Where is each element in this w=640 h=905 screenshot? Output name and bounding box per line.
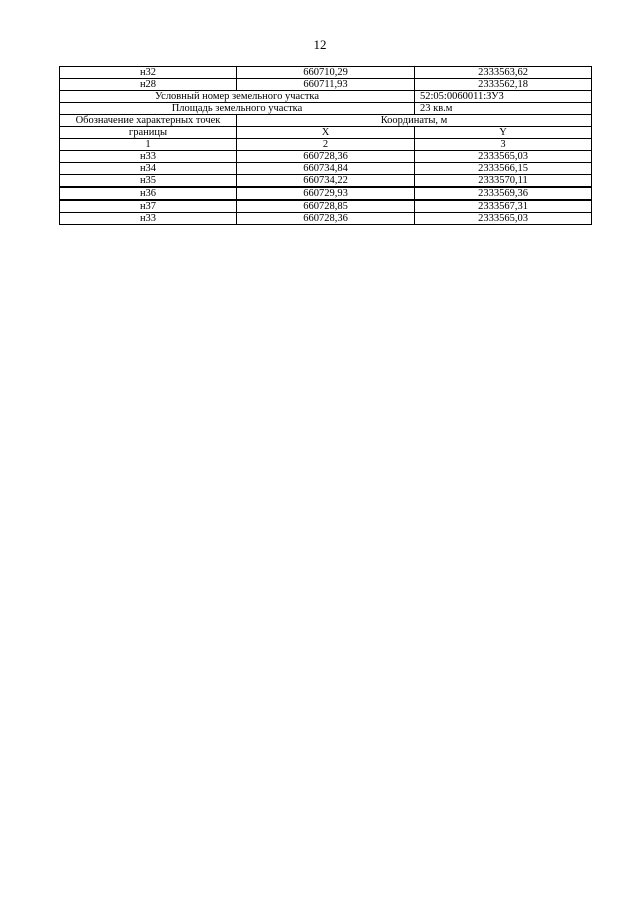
x-header: X [237,127,415,139]
point-cell: н32 [60,67,237,79]
x-cell: 660711,93 [237,79,415,91]
parcel-area-row [60,103,592,115]
header-row [60,115,592,127]
points-header-line1: Обозначение характерных точек [60,115,237,127]
column-number-2: 2 [237,139,415,151]
table-row [60,67,592,79]
x-cell: 660734,22 [237,175,415,188]
points-header-line2: границы [60,127,237,139]
point-cell: н33 [60,213,237,225]
parcel-area-label: Площадь земельного участка [60,103,415,115]
point-cell: н35 [60,175,237,188]
parcel-number-row [60,91,592,103]
y-cell: 2333570,11 [415,175,592,188]
point-cell: н34 [60,163,237,175]
table-row [60,163,592,175]
point-cell: н33 [60,151,237,163]
table-row [60,187,592,200]
point-cell: н37 [60,200,237,213]
y-cell: 2333562,18 [415,79,592,91]
y-cell: 2333566,15 [415,163,592,175]
y-cell: 2333563,62 [415,67,592,79]
table-row [60,79,592,91]
y-cell: 2333569,36 [415,187,592,200]
y-cell: 2333565,03 [415,151,592,163]
x-cell: 660729,93 [237,187,415,200]
parcel-area-value: 23 кв.м [415,103,592,115]
y-header: Y [415,127,592,139]
table-row [60,200,592,213]
parcel-number-value: 52:05:0060011:ЗУ3 [415,91,592,103]
x-cell: 660728,85 [237,200,415,213]
x-cell: 660710,29 [237,67,415,79]
column-number-row [60,139,592,151]
table-row [60,213,592,225]
x-cell: 660734,84 [237,163,415,175]
table-row [60,151,592,163]
column-number-1: 1 [60,139,237,151]
table-row [60,175,592,188]
x-cell: 660728,36 [237,213,415,225]
column-number-3: 3 [415,139,592,151]
point-cell: н36 [60,187,237,200]
coords-header: Координаты, м [237,115,592,127]
point-cell: н28 [60,79,237,91]
page-number: 12 [313,37,327,52]
coordinates-table [59,66,592,225]
header-row [60,127,592,139]
y-cell: 2333565,03 [415,213,592,225]
parcel-number-label: Условный номер земельного участка [60,91,415,103]
y-cell: 2333567,31 [415,200,592,213]
x-cell: 660728,36 [237,151,415,163]
